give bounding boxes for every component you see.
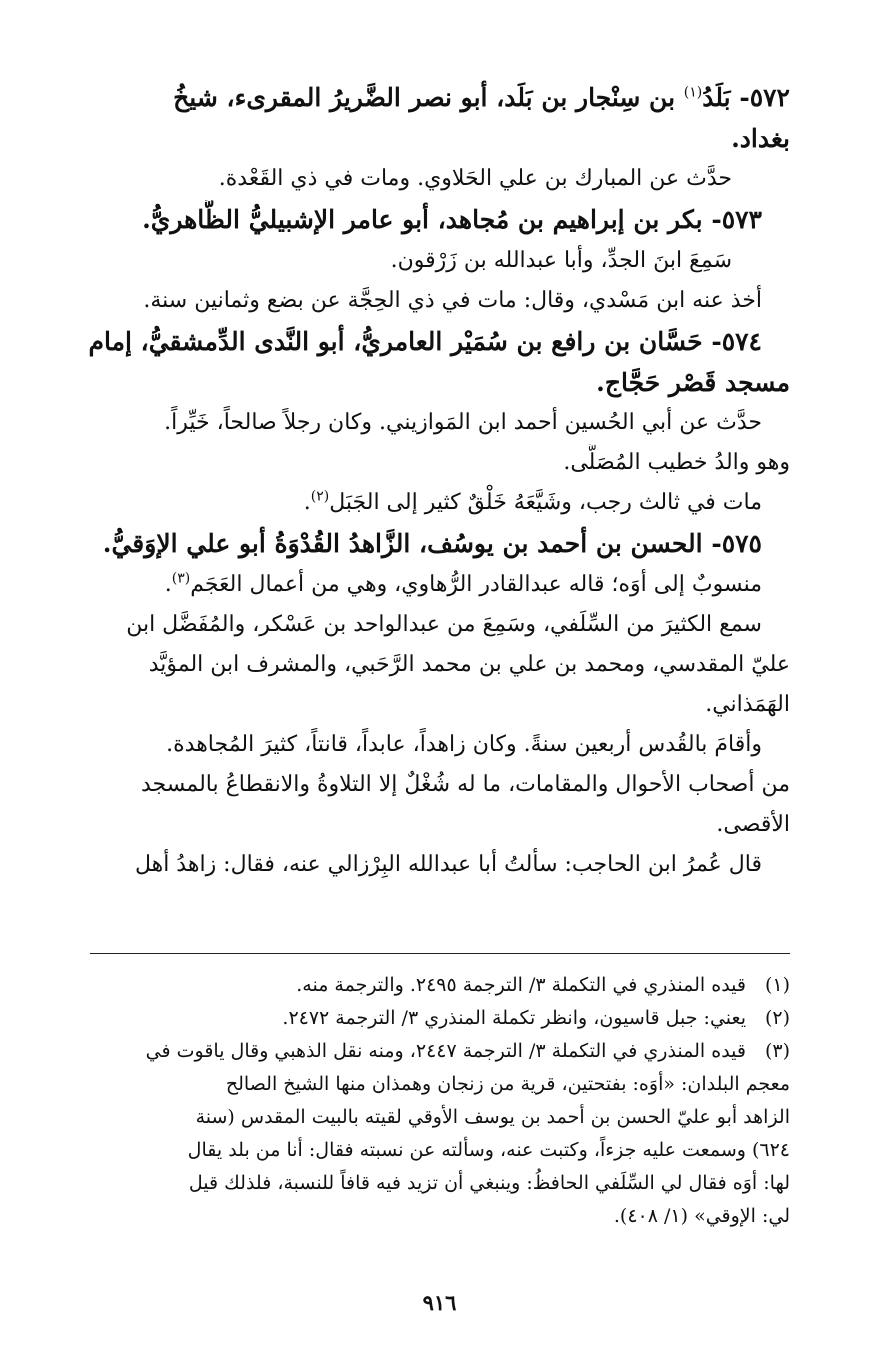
entry-575-text-3: عليّ المقدسي، ومحمد بن علي بن محمد الرَّحَبي، والمشرف ابن المؤيَّد	[148, 652, 790, 677]
footnote-marker: (١)	[683, 84, 703, 101]
page-number: ٩١٦	[422, 1290, 457, 1315]
footnote-text: قيده المنذري في التكملة ٣/ الترجمة ٢٤٤٧، ومنه نقل الذهبي وقال ياقوت في	[145, 1040, 746, 1062]
footnote-3	[46, 1035, 790, 1068]
footnote-3-cont: الزاهد أبو عليّ الحسن بن أحمد بن يوسف الأوقي لقيته بالبيت المقدس (سنة	[195, 1106, 790, 1128]
footnote-3-cont: ٦٢٤) وسمعت عليه جزءاً، وكتبت عنه، وسألته عن نسبته فقال: أنا من بلد يقال	[187, 1139, 790, 1161]
entry-name: بَلَدُ	[702, 83, 731, 112]
footnote-3-cont: لها: أوَه فقال لي السِّلَفي الحافظُ: وينبغي أن تزيد فيه قافاً للنسبة، فلذلك قيل	[188, 1172, 790, 1194]
footnotes	[46, 969, 790, 1233]
footnote-marker: (٢)	[310, 488, 330, 505]
entry-number: ٥٧٢-	[739, 83, 790, 112]
footnote-marker: (٣)	[171, 570, 191, 587]
footnote-text: يعني: جبل قاسيون، وانظر تكملة المنذري ٣/ الترجمة ٢٤٧٢.	[282, 1007, 746, 1029]
entry-575-text-4: الهَمَذاني.	[705, 692, 790, 717]
footnote-1	[46, 969, 790, 1002]
entry-575-text-6: من أصحاب الأحوال والمقامات، ما له شُغْلٌ إلا التلاوةُ والانقطاعُ بالمسجد	[141, 772, 790, 797]
footnote-text: قيده المنذري في التكملة ٣/ الترجمة ٢٤٩٥. والترجمة منه.	[296, 974, 746, 996]
footnote-3-cont: لي: الإوقي» (١/ ٤٠٨).	[613, 1205, 790, 1227]
entry-name: الحسن بن أحمد بن يوسُف، الزَّاهدُ القُدْوَةُ أبو علي الإوَقيُّ.	[102, 529, 703, 558]
footnote-number: (٣)	[764, 1040, 790, 1062]
page-body	[46, 78, 790, 886]
period: .	[164, 572, 172, 597]
entry-name: بكر بن إبراهيم بن مُجاهد، أبو عامر الإشبيليُّ الظَّاهريُّ.	[142, 205, 703, 234]
entry-573-title	[46, 200, 790, 242]
entry-572-title	[46, 78, 790, 120]
entry-574-text-3-body: مات في ثالث رجب، وشَيَّعَهُ خَلْقٌ كثير إلى الجَبَل	[329, 490, 762, 515]
entry-574-text-2: وهو والدُ خطيب المُصَلَّى.	[563, 450, 790, 475]
entry-575-text-7: الأقصى.	[716, 812, 790, 837]
footnote-number: (٢)	[764, 1007, 790, 1029]
footnote-2	[46, 1002, 790, 1035]
entry-575-text-5: وأقامَ بالقُدس أربعين سنةً. وكان زاهداً، عابداً، قانتاً، كثيرَ المُجاهدة.	[166, 732, 762, 757]
period: .	[303, 490, 311, 515]
entry-573-text-2: أخذ عنه ابن مَسْدي، وقال: مات في ذي الحِجَّة عن بضع وثمانين سنة.	[143, 288, 762, 313]
entry-number: ٥٧٣-	[711, 205, 762, 234]
entry-575-title	[46, 524, 790, 566]
entry-575-text-1-body: منسوبٌ إلى أوَه؛ قاله عبدالقادر الرُّهاوي، وهي من أعمال العَجَم	[190, 572, 762, 597]
entry-575-text-2: سمع الكثيرَ من السِّلَفي، وسَمِعَ من عبدالواحد بن عَسْكر، والمُفَضَّل ابن	[126, 612, 762, 637]
entry-572-text: حدَّث عن المبارك بن علي الحَلاوي. ومات في ذي القَعْدة.	[218, 166, 732, 191]
entry-574-title	[46, 322, 790, 364]
entry-572-title-cont: بغداد.	[731, 124, 790, 153]
entry-number: ٥٧٤-	[711, 327, 762, 356]
footnote-3-cont: معجم البلدان: «أوَه: بفتحتين، قرية من زنجان وهمذان منها الشيخ الصالح	[225, 1073, 790, 1095]
entry-number: ٥٧٥-	[711, 529, 762, 558]
entry-name: حَسَّان بن رافع بن سُمَيْر العامريُّ، أبو النَّدى الدِّمشقيُّ، إمام	[88, 327, 703, 356]
footnote-number: (١)	[764, 974, 790, 996]
entry-name-rest: بن سِنْجار بن بَلَد، أبو نصر الضَّريرُ المقرىء، شيخُ	[173, 83, 676, 112]
entry-574-text-1: حدَّث عن أبي الحُسين أحمد ابن المَوازيني. وكان رجلاً صالحاً، خَيِّراً.	[164, 410, 762, 435]
entry-574-title-cont: مسجد قَصْر حَجَّاج.	[596, 368, 790, 397]
entry-575-text-1	[46, 566, 790, 606]
entry-575-text-8: قال عُمرُ ابن الحاجب: سألتُ أبا عبدالله البِرْزالي عنه، فقال: زاهدُ أهل	[134, 852, 762, 877]
entry-574-text-3	[46, 484, 790, 524]
footnote-separator	[90, 953, 790, 954]
entry-573-text-1: سَمِعَ ابنَ الجدِّ، وأبا عبدالله بن زَرْقون.	[390, 248, 732, 273]
